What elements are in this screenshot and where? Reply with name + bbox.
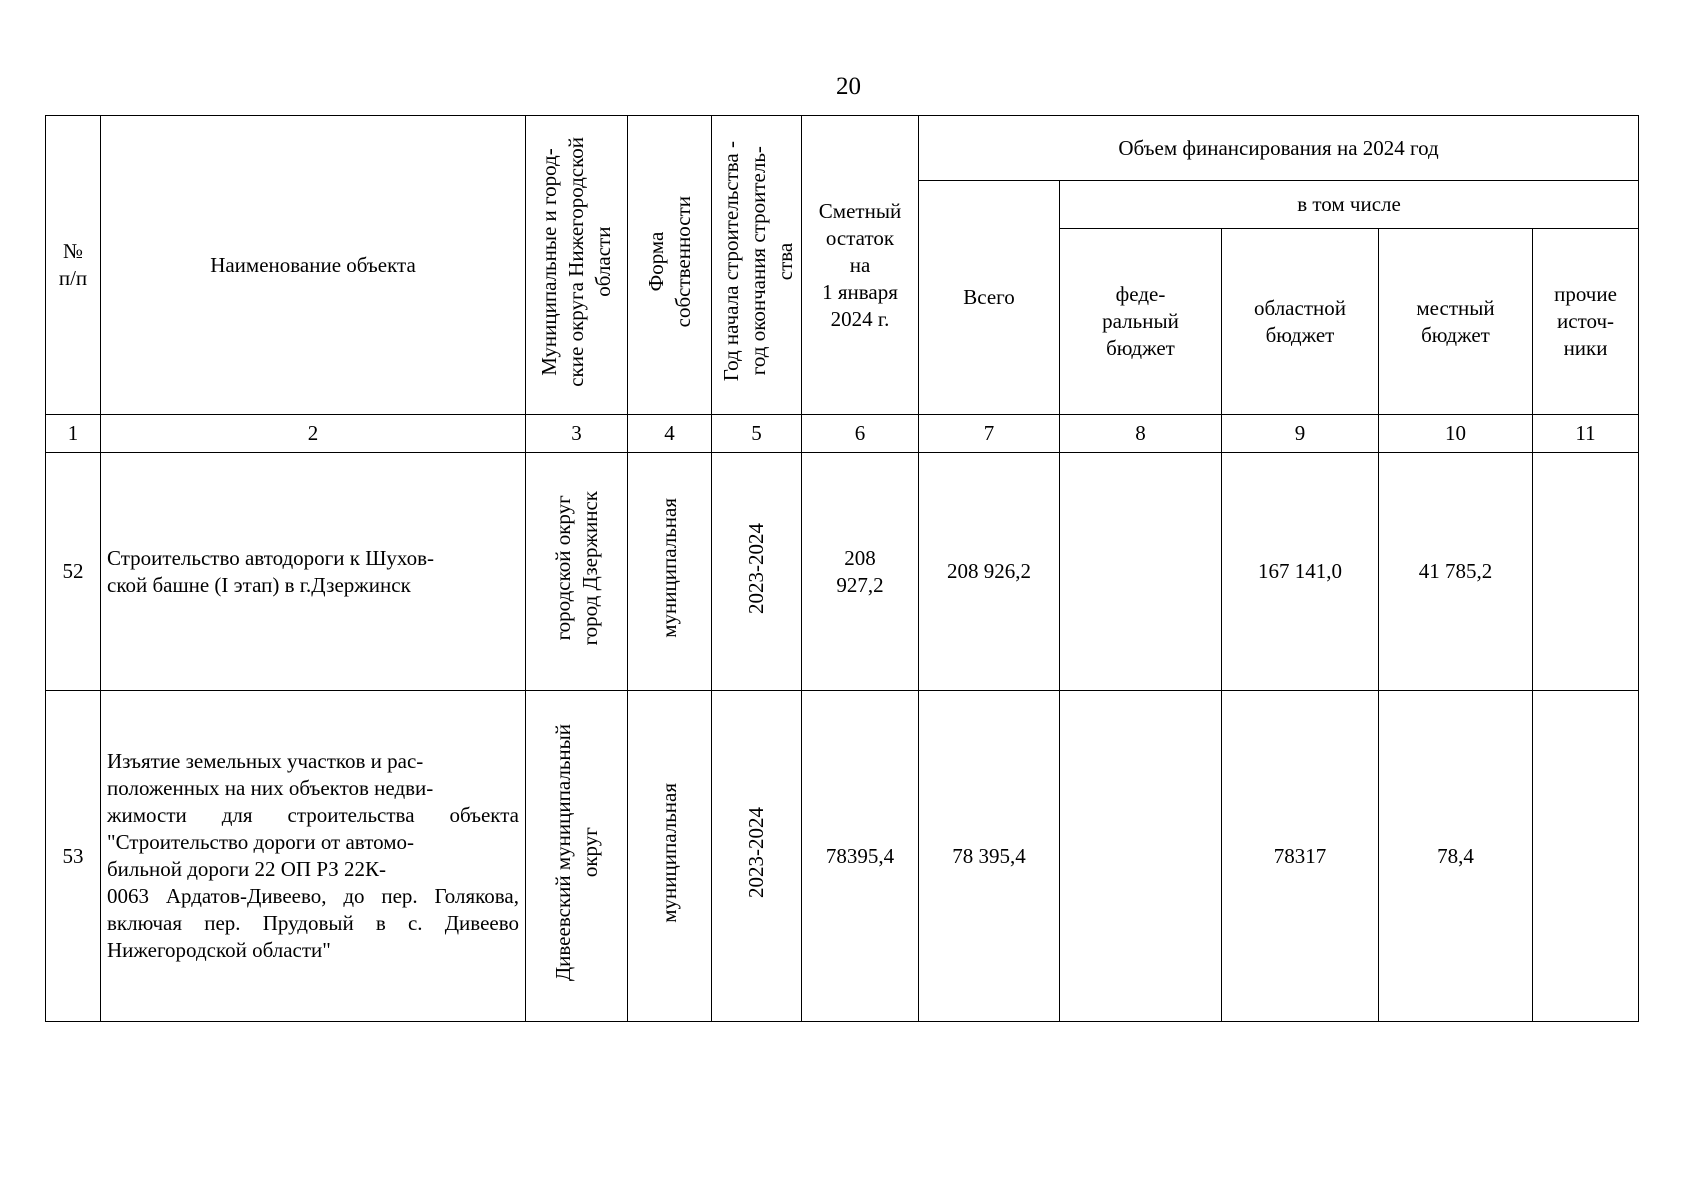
header-regional: областной бюджет xyxy=(1222,229,1379,415)
row-balance: 78395,4 xyxy=(802,691,919,1022)
column-number: 8 xyxy=(1060,415,1222,453)
row-balance: 208 927,2 xyxy=(802,453,919,691)
row-regional: 167 141,0 xyxy=(1222,453,1379,691)
row-federal xyxy=(1060,691,1222,1022)
column-number: 2 xyxy=(101,415,526,453)
header-name: Наименование объекта xyxy=(101,116,526,415)
header-ownership-cell xyxy=(628,116,712,415)
row-years: 2023-2024 xyxy=(744,807,768,898)
row-years-cell xyxy=(712,691,802,1022)
row-total: 78 395,4 xyxy=(919,691,1060,1022)
row-ownership: муниципальная xyxy=(657,498,681,638)
row-regional: 78317 xyxy=(1222,691,1379,1022)
row-name: Строительство автодороги к Шухов- ской башне (I этап) в г.Дзержинск xyxy=(107,545,435,597)
row-total: 208 926,2 xyxy=(919,453,1060,691)
header-ownership: Форма собственности xyxy=(643,195,695,328)
column-number: 10 xyxy=(1379,415,1533,453)
row-name-cell xyxy=(101,691,526,1022)
row-ownership: муниципальная xyxy=(657,782,681,923)
column-number: 4 xyxy=(628,415,712,453)
row-other xyxy=(1533,453,1639,691)
header-num: № п/п xyxy=(46,116,101,415)
row-years-cell xyxy=(712,453,802,691)
row-name-cell xyxy=(101,453,526,691)
table-row xyxy=(46,453,1639,691)
header-federal: феде- ральный бюджет xyxy=(1060,229,1222,415)
header-municipality-cell xyxy=(526,116,628,415)
row-other xyxy=(1533,691,1639,1022)
column-numbers-row xyxy=(46,415,1639,453)
column-number: 1 xyxy=(46,415,101,453)
column-number: 5 xyxy=(712,415,802,453)
column-number: 6 xyxy=(802,415,919,453)
header-other: прочие источ- ники xyxy=(1533,229,1639,415)
column-number: 11 xyxy=(1533,415,1639,453)
header-municipality: Муниципальные и город- ские округа Нижегородской области xyxy=(537,136,615,387)
header-years: Год начала строительства - год окончания строитель- ства xyxy=(719,141,797,382)
table-row xyxy=(46,691,1639,1022)
row-municipality-cell xyxy=(526,691,628,1022)
page-number: 20 xyxy=(836,73,861,100)
row-federal xyxy=(1060,453,1222,691)
column-number: 3 xyxy=(526,415,628,453)
header-total: Всего xyxy=(919,181,1060,415)
header-including: в том числе xyxy=(1060,181,1639,229)
row-municipality-cell xyxy=(526,453,628,691)
row-local: 41 785,2 xyxy=(1379,453,1533,691)
row-municipality: городской округ город Дзержинск xyxy=(550,490,602,646)
row-num: 52 xyxy=(46,453,101,691)
header-years-cell xyxy=(712,116,802,415)
row-num: 53 xyxy=(46,691,101,1022)
header-balance: Сметный остаток на 1 января 2024 г. xyxy=(802,116,919,415)
row-name: Изъятие земельных участков и рас- положенных на них объектов недви- жимости для строительства объекта "Строительство дороги от автомо- бильной дороги 22 ОП РЗ 22К- 0063 Ардатов-Дивеево, до пер. Голякова, включая пер. Прудовый в с. Дивеево Нижегородской области" xyxy=(107,749,519,962)
row-local: 78,4 xyxy=(1379,691,1533,1022)
row-years: 2023-2024 xyxy=(744,522,768,614)
row-ownership-cell xyxy=(628,453,712,691)
row-municipality: Дивеевский муниципальный округ xyxy=(550,723,602,982)
row-ownership-cell xyxy=(628,691,712,1022)
header-local: местный бюджет xyxy=(1379,229,1533,415)
column-number: 7 xyxy=(919,415,1060,453)
column-number: 9 xyxy=(1222,415,1379,453)
financing-table xyxy=(45,115,1639,1022)
header-financing: Объем финансирования на 2024 год xyxy=(919,116,1639,181)
